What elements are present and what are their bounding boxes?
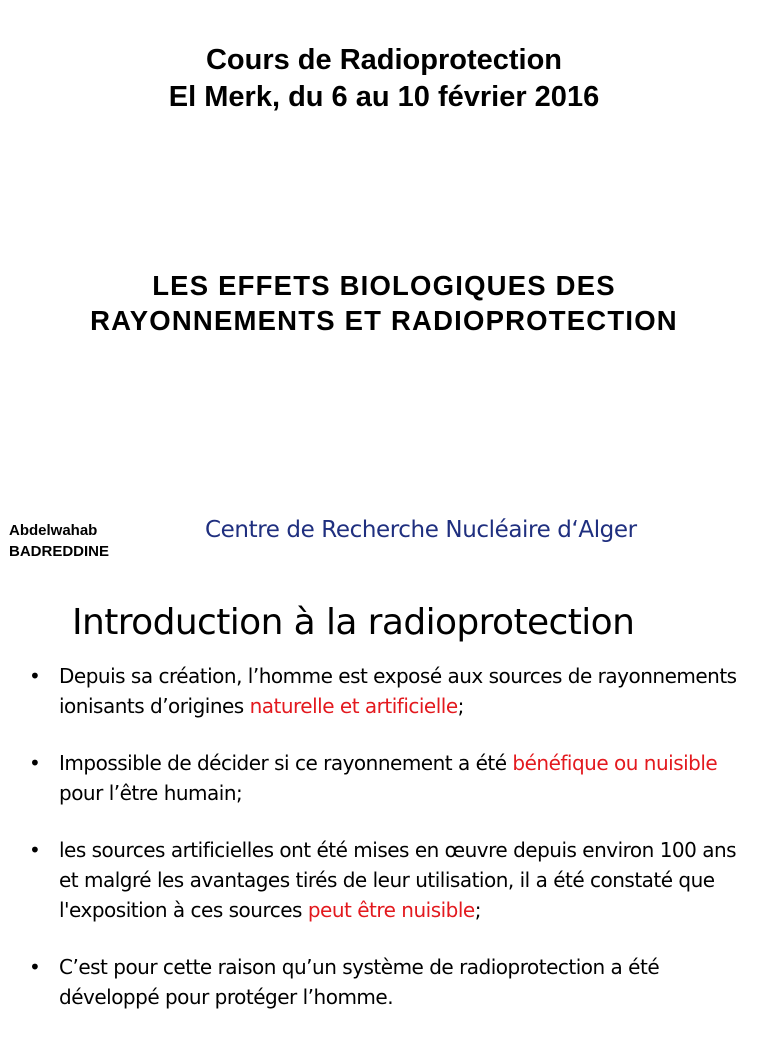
- course-title: Cours de Radioprotection: [205, 44, 563, 76]
- bullet-icon: •: [29, 838, 41, 862]
- bullet-list: [0, 661, 768, 1039]
- bullet-highlight: peut être nuisible: [307, 898, 475, 922]
- bullet-text-end: pour l’être humain;: [59, 781, 243, 805]
- section-title: Introduction à la radioprotection: [72, 602, 635, 643]
- bullet-text: C’est pour cette raison qu’un système de radioprotection a été développé pour protéger l’homme.: [59, 955, 660, 1009]
- course-dates: El Merk, du 6 au 10 février 2016: [168, 81, 600, 113]
- author: [9, 520, 109, 562]
- bullet-text-end: ;: [474, 898, 481, 922]
- main-title: [0, 268, 768, 338]
- bullet-item: [0, 748, 768, 808]
- bullet-item: [0, 952, 768, 1012]
- bullet-text: Impossible de décider si ce rayonnement a été: [59, 751, 513, 775]
- bullet-text: Depuis sa création, l’homme est exposé aux sources de rayonnements ionisants d’origines: [59, 664, 737, 718]
- course-header: [0, 42, 768, 116]
- institution-name: Centre de Recherche Nucléaire d‘Alger: [205, 517, 637, 543]
- bullet-icon: •: [29, 751, 41, 775]
- author-first-name: Abdelwahab: [9, 522, 98, 539]
- bullet-text: les sources artificielles ont été mises en œuvre depuis environ 100 ans et malgré les avantages tirés de leur utilisation, il a été constaté que l'exposition à ces sources: [59, 838, 737, 922]
- bullet-item: [0, 661, 768, 721]
- author-last-name: BADREDDINE: [9, 543, 110, 560]
- bullet-text-end: ;: [457, 694, 464, 718]
- bullet-icon: •: [29, 955, 41, 979]
- bullet-item: [0, 835, 768, 925]
- bullet-highlight: bénéfique ou nuisible: [512, 751, 718, 775]
- bullet-highlight: naturelle et artificielle: [249, 694, 458, 718]
- bullet-icon: •: [29, 664, 41, 688]
- main-title-line-2: RAYONNEMENTS ET RADIOPROTECTION: [90, 305, 678, 336]
- main-title-line-1: LES EFFETS BIOLOGIQUES DES: [152, 270, 616, 301]
